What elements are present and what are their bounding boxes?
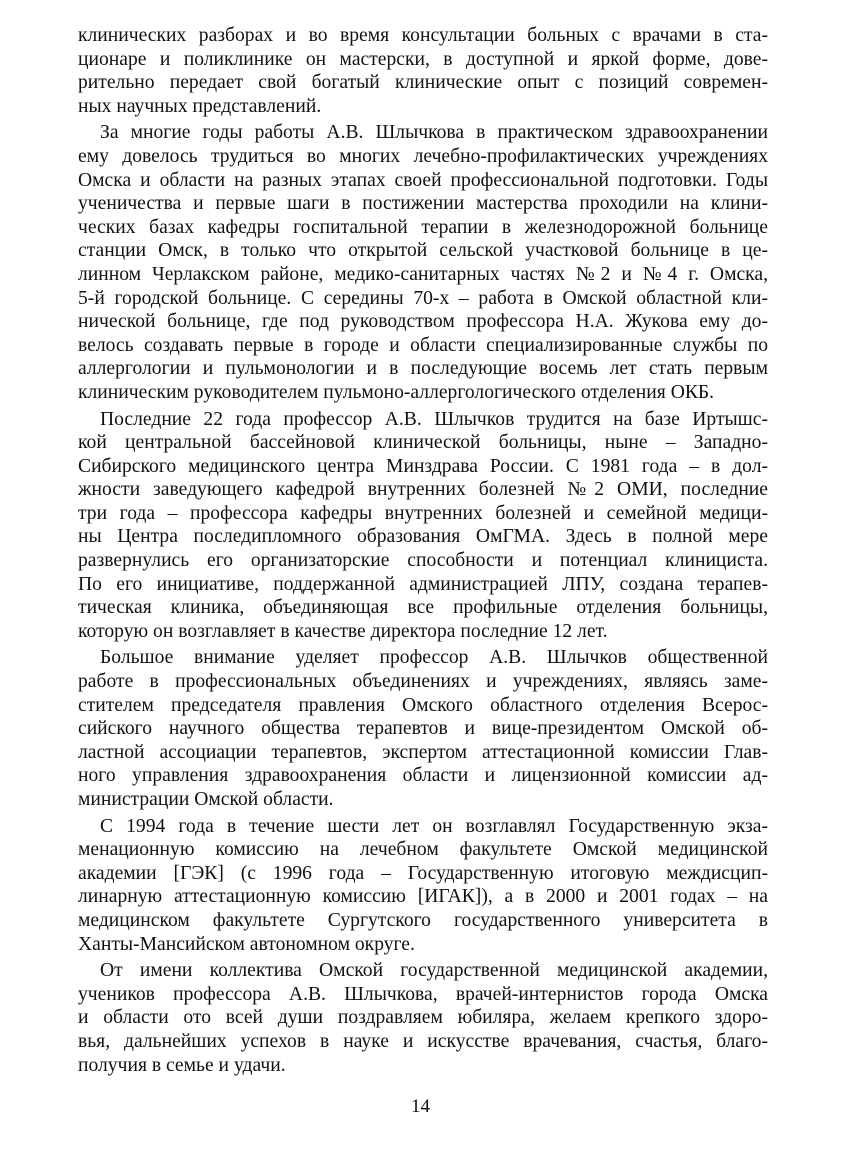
- text-line: кой центральной бассейновой клинической больницы, ныне – Западно-: [78, 432, 768, 454]
- text-line: которую он возглавляет в качестве директора последние 12 лет.: [78, 620, 608, 642]
- text-line: За многие годы работы А.В. Шлычкова в практическом здравоохранении: [100, 122, 768, 144]
- text-line: велось создавать первые в городе и области специализированные службы по: [78, 334, 768, 356]
- text-line: ему довелось трудиться во многих лечебно-профилактических учреждениях: [78, 145, 768, 167]
- text-line: получия в семье и удачи.: [78, 1054, 286, 1076]
- text-line: медицинском факультете Сургутского государственного университета в: [78, 909, 768, 931]
- text-line: три года – профессора кафедры внутренних болезней и семейной медици-: [78, 502, 768, 524]
- page-number: 14: [411, 1096, 430, 1117]
- text-line: учеников профессора А.В. Шлычкова, врачей-интернистов города Омска: [78, 983, 768, 1005]
- text-line: тическая клиника, объединяющая все профильные отделения больницы,: [78, 597, 768, 619]
- text-line: нической больнице, где под руководством профессора Н.А. Жукова ему до-: [78, 311, 768, 333]
- text-line: ластной ассоциации терапевтов, экспертом аттестационной комиссии Глав-: [78, 741, 768, 763]
- text-line: Последние 22 года профессор А.В. Шлычков трудится на базе Иртышс-: [100, 408, 768, 430]
- text-line: сийского научного общества терапевтов и вице-президентом Омской об-: [78, 718, 768, 740]
- paragraph: [78, 815, 768, 957]
- paragraph: [78, 408, 768, 644]
- text-line: менационную комиссию на лечебном факультете Омской медицинской: [78, 839, 768, 861]
- text-line: ны Центра последипломного образования ОмГМА. Здесь в полной мере: [78, 526, 768, 548]
- text-line: ческих базах кафедры госпитальной терапии в железнодорожной больнице: [78, 216, 768, 238]
- text-line: Омска и области на разных этапах своей профессиональной подготовки. Годы: [78, 169, 768, 191]
- text-line: От имени коллектива Омской государственной медицинской академии,: [100, 960, 768, 982]
- text-line: вья, дальнейших успехов в науке и искусстве врачевания, счастья, благо-: [78, 1030, 768, 1052]
- text-line: работе в профессиональных объединениях и учреждениях, являясь заме-: [78, 671, 768, 693]
- paragraph: [78, 959, 768, 1077]
- text-line: Ханты-Мансийском автономном округе.: [78, 933, 415, 955]
- text-line: По его инициативе, поддержанной администрацией ЛПУ, создана терапев-: [78, 573, 768, 595]
- text-line: линарную аттестационную комиссию [ИГАК]), а в 2000 и 2001 годах – на: [78, 886, 768, 908]
- text-line: аллергологии и пульмонологии и в последующие восемь лет стать первым: [78, 358, 768, 380]
- text-line: ных научных представлений.: [78, 95, 322, 117]
- text-line: ученичества и первые шаги в постижении мастерства проходили на клини-: [78, 193, 768, 215]
- text-line: клиническим руководителем пульмоно-аллергологического отделения ОКБ.: [78, 381, 715, 403]
- text-line: рительно передает свой богатый клинические опыт с позиций современ-: [78, 72, 768, 94]
- paragraph: [78, 24, 768, 118]
- text-line: станции Омск, в только что открытой сельской участковой больнице в це-: [78, 240, 768, 262]
- text-line: и области ото всей души поздравляем юбиляра, желаем крепкого здоро-: [78, 1007, 768, 1029]
- text-line: клинических разборах и во время консультации больных с врачами в ста-: [78, 25, 768, 46]
- text-line: Сибирского медицинского центра Минздрава России. С 1981 года – в дол-: [78, 455, 768, 477]
- text-line: ционаре и поликлинике он мастерски, в доступной и яркой форме, дове-: [78, 48, 768, 70]
- text-line: министрации Омской области.: [78, 789, 334, 810]
- text-line: ного управления здравоохранения области и лицензионной комиссии ад-: [78, 765, 768, 787]
- text-line: развернулись его организаторские способности и потенциал клинициста.: [78, 550, 768, 572]
- paragraph: [78, 121, 768, 404]
- text-line: 5-й городской больнице. С середины 70-х – работа в Омской областной кли-: [78, 287, 768, 309]
- text-line: академии [ГЭК] (с 1996 года – Государственную итоговую междисцип-: [78, 862, 768, 884]
- text-line: стителем председателя правления Омского областного отделения Всерос-: [78, 694, 768, 716]
- body-text: [78, 24, 768, 1077]
- text-line: линном Черлакском районе, медико-санитарных частях №2 и №4 г. Омска,: [78, 263, 768, 285]
- paragraph: [78, 646, 768, 811]
- text-line: Большое внимание уделяет профессор А.В. Шлычков общественной: [100, 647, 768, 669]
- text-line: жности заведующего кафедрой внутренних болезней №2 ОМИ, последние: [78, 479, 768, 501]
- text-line: С 1994 года в течение шести лет он возглавлял Государственную экза-: [100, 815, 768, 837]
